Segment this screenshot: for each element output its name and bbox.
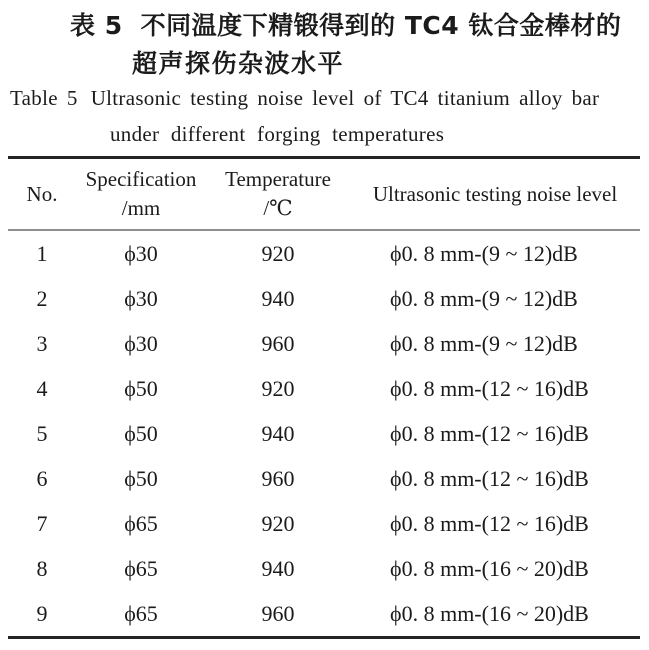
table-title-cn-line1: [70, 6, 621, 42]
cell-specification: ϕ30: [124, 330, 158, 356]
table-title-cn-line2: 超声探伤杂波水平: [132, 49, 345, 78]
cell-noise-level: ϕ0. 8 mm-(9 ~ 12)dB: [390, 240, 578, 266]
cell-temperature: 940: [261, 420, 295, 446]
cell-specification: ϕ65: [124, 600, 158, 626]
cell-specification: ϕ30: [124, 240, 158, 266]
cell-no: 1: [36, 240, 48, 266]
table-row: [8, 546, 640, 591]
column-header-specification-unit: /mm: [121, 196, 161, 220]
cell-noise-level: ϕ0. 8 mm-(9 ~ 12)dB: [390, 330, 578, 356]
ultrasonic-noise-table: [8, 156, 640, 639]
column-header-specification: [76, 165, 206, 223]
cell-temperature: 940: [261, 285, 295, 311]
table-row: [8, 591, 640, 636]
table-row: [8, 231, 640, 276]
cell-specification: ϕ50: [124, 375, 158, 401]
cell-no: 7: [36, 510, 48, 536]
table-row: [8, 366, 640, 411]
table-row: [8, 456, 640, 501]
cell-no: 4: [36, 375, 48, 401]
cell-temperature: 960: [261, 465, 295, 491]
table-header-row: [8, 159, 640, 231]
cell-no: 9: [36, 600, 48, 626]
column-header-noise-level: Ultrasonic testing noise level: [372, 182, 618, 206]
cell-specification: ϕ50: [124, 465, 158, 491]
cell-noise-level: ϕ0. 8 mm-(16 ~ 20)dB: [390, 555, 589, 581]
cell-temperature: 920: [261, 375, 295, 401]
cell-no: 3: [36, 330, 48, 356]
cell-temperature: 940: [261, 555, 295, 581]
table-title-cn-text: 不同温度下精锻得到的 TC4 钛合金棒材的: [140, 11, 622, 40]
table-row: [8, 276, 640, 321]
cell-no: 8: [36, 555, 48, 581]
cell-specification: ϕ50: [124, 420, 158, 446]
table-title-en-line2: under different forging temperatures: [110, 122, 445, 146]
cell-no: 5: [36, 420, 48, 446]
cell-specification: ϕ30: [124, 285, 158, 311]
table-title-en-line1: [10, 86, 599, 111]
cell-temperature: 960: [261, 600, 295, 626]
column-header-temperature-line1: Temperature: [225, 167, 331, 191]
cell-noise-level: ϕ0. 8 mm-(16 ~ 20)dB: [390, 600, 589, 626]
table-row: [8, 501, 640, 546]
column-header-specification-line1: Specification: [85, 167, 197, 191]
cell-temperature: 960: [261, 330, 295, 356]
cell-no: 6: [36, 465, 48, 491]
table-number-en: Table 5: [10, 86, 78, 110]
table-number-cn: 表 5: [70, 11, 123, 40]
cell-noise-level: ϕ0. 8 mm-(9 ~ 12)dB: [390, 285, 578, 311]
cell-noise-level: ϕ0. 8 mm-(12 ~ 16)dB: [390, 420, 589, 446]
cell-temperature: 920: [261, 510, 295, 536]
cell-noise-level: ϕ0. 8 mm-(12 ~ 16)dB: [390, 375, 589, 401]
cell-noise-level: ϕ0. 8 mm-(12 ~ 16)dB: [390, 465, 589, 491]
table-body: [8, 231, 640, 636]
table-row: [8, 321, 640, 366]
column-header-temperature: [206, 165, 350, 223]
cell-noise-level: ϕ0. 8 mm-(12 ~ 16)dB: [390, 510, 589, 536]
table-title-en-text: Ultrasonic testing noise level of TC4 titanium alloy bar: [90, 86, 600, 110]
table-row: [8, 411, 640, 456]
table-bottom-rule: [8, 636, 640, 639]
cell-specification: ϕ65: [124, 555, 158, 581]
cell-specification: ϕ65: [124, 510, 158, 536]
cell-temperature: 920: [261, 240, 295, 266]
column-header-temperature-unit: /℃: [263, 196, 293, 220]
cell-no: 2: [36, 285, 48, 311]
column-header-no: No.: [26, 181, 58, 206]
